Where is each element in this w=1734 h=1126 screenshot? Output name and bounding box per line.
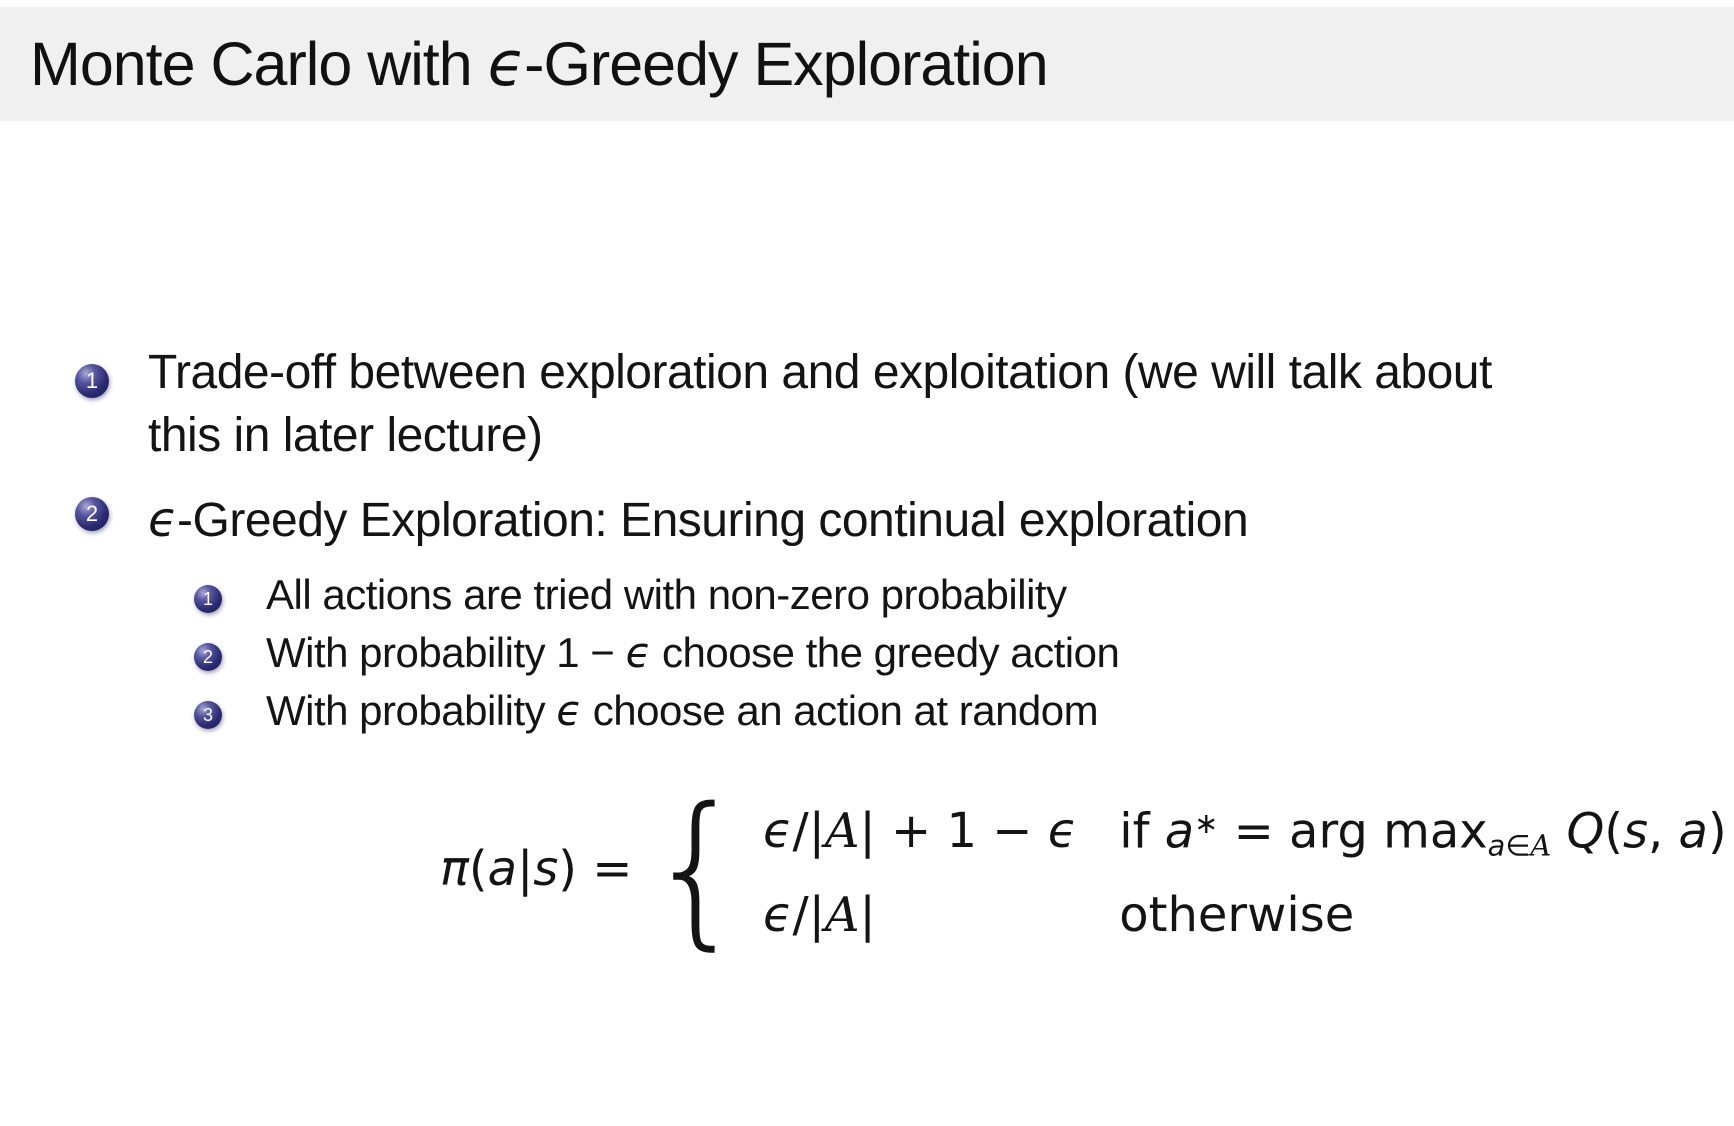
subitem-3-text: With probability ϵ choose an action at random bbox=[266, 686, 1099, 735]
subitem-1-text: All actions are tried with non-zero probability bbox=[266, 571, 1067, 618]
item-1-line-2: this in later lecture) bbox=[148, 409, 543, 462]
subitem-3-number-badge bbox=[194, 701, 222, 729]
case-2-condition: otherwise bbox=[1119, 887, 1355, 944]
cases-block bbox=[763, 792, 1727, 946]
item-2-line-1: ϵ-Greedy Exploration: Ensuring continual exploration bbox=[148, 492, 1249, 548]
case-1-condition: if a∗ = arg $\max_{a\in A} Q(s$, a) bbox=[1119, 803, 1727, 863]
policy-formula bbox=[440, 772, 1727, 966]
subitem-3-number: 3 bbox=[202, 705, 213, 725]
item-1-line-1: Trade-off between exploration and exploitation (we will talk about bbox=[148, 346, 1492, 399]
page-title: Monte Carlo with ϵ-Greedy Exploration bbox=[30, 28, 1048, 100]
subitem-2-number: 2 bbox=[202, 647, 213, 667]
item-2-number-badge bbox=[75, 497, 109, 531]
subitem-2-number-badge bbox=[194, 643, 222, 671]
title-bar bbox=[0, 7, 1734, 121]
case-1-value: ϵ/|A| + 1 − ϵ bbox=[762, 803, 1078, 860]
item-1-number: 1 bbox=[85, 368, 99, 393]
subitem-2-text: With probability 1 − ϵ choose the greedy action bbox=[266, 628, 1120, 677]
case-2-value: ϵ/|A| bbox=[762, 887, 876, 944]
cases-brace: { bbox=[646, 772, 747, 966]
subitem-1-number-badge bbox=[194, 585, 222, 613]
formula-lhs: π(a|s) = bbox=[440, 841, 633, 897]
subitem-1-number: 1 bbox=[202, 589, 213, 609]
item-1-number-badge bbox=[75, 364, 109, 398]
item-2-number: 2 bbox=[85, 501, 99, 526]
